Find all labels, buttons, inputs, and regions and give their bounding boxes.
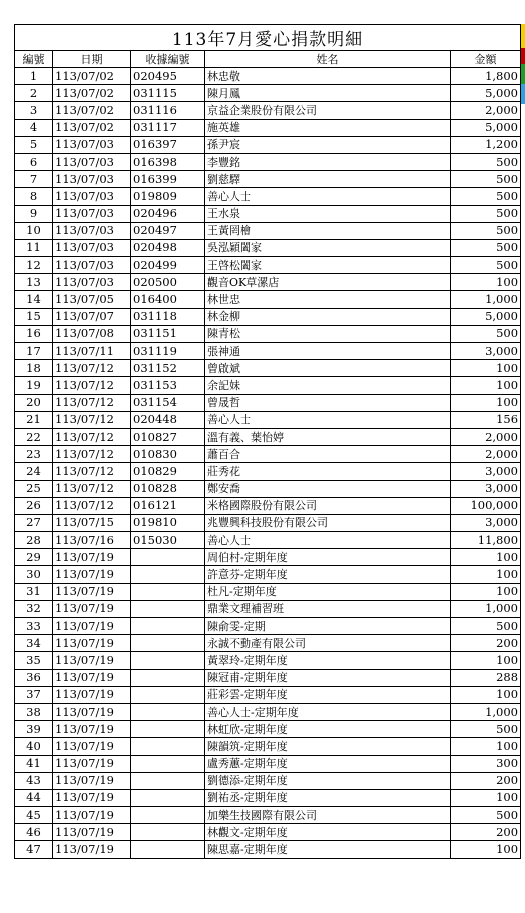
row-date-cell: 113/07/19 [53, 566, 131, 583]
row-number-cell: 8 [15, 188, 53, 205]
row-date-cell: 113/07/19 [53, 686, 131, 703]
table-row [15, 394, 521, 411]
donation-sheet [14, 24, 520, 859]
table-row [15, 171, 521, 188]
table-title: 113年7月愛心捐款明細 [15, 25, 521, 51]
row-date-cell: 113/07/05 [53, 291, 131, 308]
row-date-cell: 113/07/07 [53, 308, 131, 325]
row-receipt-cell [131, 755, 205, 772]
row-name-cell: 盧秀蕙-定期年度 [205, 755, 451, 772]
table-row [15, 480, 521, 497]
row-amount-cell: 500 [451, 325, 521, 342]
row-amount-cell: 5,000 [451, 85, 521, 102]
row-amount-cell: 11,800 [451, 532, 521, 549]
row-date-cell: 113/07/19 [53, 738, 131, 755]
row-receipt-cell: 019810 [131, 514, 205, 531]
row-number-cell: 31 [15, 583, 53, 600]
row-name-cell: 劉祐丞-定期年度 [205, 789, 451, 806]
row-date-cell: 113/07/12 [53, 377, 131, 394]
row-name-cell: 林忠敬 [205, 68, 451, 85]
row-name-cell: 永誠不動產有限公司 [205, 635, 451, 652]
row-receipt-cell: 010827 [131, 428, 205, 445]
row-name-cell: 兆豐興科技股份有限公司 [205, 514, 451, 531]
row-name-cell: 陳青松 [205, 325, 451, 342]
row-amount-cell: 156 [451, 411, 521, 428]
table-row [15, 738, 521, 755]
table-row [15, 343, 521, 360]
row-receipt-cell: 016398 [131, 153, 205, 170]
row-receipt-cell: 031153 [131, 377, 205, 394]
table-row [15, 446, 521, 463]
row-amount-cell: 500 [451, 205, 521, 222]
row-amount-cell: 3,000 [451, 514, 521, 531]
table-row [15, 85, 521, 102]
row-number-cell: 41 [15, 755, 53, 772]
row-number-cell: 24 [15, 463, 53, 480]
donation-table [14, 24, 521, 859]
row-name-cell: 施英雄 [205, 119, 451, 136]
row-number-cell: 11 [15, 239, 53, 256]
row-number-cell: 38 [15, 703, 53, 720]
row-name-cell: 劉慈驛 [205, 171, 451, 188]
row-number-cell: 5 [15, 136, 53, 153]
row-amount-cell: 100 [451, 583, 521, 600]
table-row [15, 514, 521, 531]
column-header-amount: 金額 [451, 51, 521, 68]
row-date-cell: 113/07/03 [53, 239, 131, 256]
row-amount-cell: 100 [451, 360, 521, 377]
table-row [15, 583, 521, 600]
row-date-cell: 113/07/03 [53, 274, 131, 291]
table-row [15, 308, 521, 325]
row-receipt-cell [131, 807, 205, 824]
row-number-cell: 44 [15, 789, 53, 806]
row-receipt-cell [131, 618, 205, 635]
row-amount-cell: 500 [451, 239, 521, 256]
table-row [15, 274, 521, 291]
row-receipt-cell: 020495 [131, 68, 205, 85]
row-receipt-cell: 020448 [131, 411, 205, 428]
row-name-cell: 周伯村-定期年度 [205, 549, 451, 566]
row-amount-cell: 500 [451, 257, 521, 274]
row-date-cell: 113/07/03 [53, 136, 131, 153]
row-name-cell: 孫尹宸 [205, 136, 451, 153]
row-receipt-cell [131, 703, 205, 720]
row-amount-cell: 5,000 [451, 119, 521, 136]
row-number-cell: 15 [15, 308, 53, 325]
row-amount-cell: 1,200 [451, 136, 521, 153]
row-date-cell: 113/07/03 [53, 188, 131, 205]
row-receipt-cell: 031118 [131, 308, 205, 325]
row-number-cell: 17 [15, 343, 53, 360]
column-header-no: 編號 [15, 51, 53, 68]
row-amount-cell: 1,800 [451, 68, 521, 85]
row-amount-cell: 2,000 [451, 102, 521, 119]
row-date-cell: 113/07/19 [53, 807, 131, 824]
row-receipt-cell [131, 686, 205, 703]
table-row [15, 532, 521, 549]
row-receipt-cell: 016400 [131, 291, 205, 308]
row-name-cell: 林世忠 [205, 291, 451, 308]
row-name-cell: 善心人士 [205, 188, 451, 205]
row-name-cell: 王啓松闔家 [205, 257, 451, 274]
table-row [15, 686, 521, 703]
row-name-cell: 曾啟斌 [205, 360, 451, 377]
row-name-cell: 林觀文-定期年度 [205, 824, 451, 841]
row-amount-cell: 500 [451, 222, 521, 239]
row-date-cell: 113/07/19 [53, 703, 131, 720]
row-amount-cell: 2,000 [451, 428, 521, 445]
table-row [15, 497, 521, 514]
row-amount-cell: 1,000 [451, 291, 521, 308]
row-date-cell: 113/07/19 [53, 635, 131, 652]
row-date-cell: 113/07/19 [53, 583, 131, 600]
row-number-cell: 20 [15, 394, 53, 411]
table-row [15, 635, 521, 652]
table-row [15, 102, 521, 119]
row-receipt-cell [131, 635, 205, 652]
table-row [15, 549, 521, 566]
table-row [15, 841, 521, 858]
row-name-cell: 劉德添-定期年度 [205, 772, 451, 789]
row-date-cell: 113/07/03 [53, 222, 131, 239]
row-date-cell: 113/07/03 [53, 171, 131, 188]
row-date-cell: 113/07/19 [53, 721, 131, 738]
row-number-cell: 19 [15, 377, 53, 394]
row-number-cell: 21 [15, 411, 53, 428]
row-amount-cell: 100 [451, 394, 521, 411]
row-number-cell: 37 [15, 686, 53, 703]
row-name-cell: 林虹欣-定期年度 [205, 721, 451, 738]
row-name-cell: 林金柳 [205, 308, 451, 325]
row-name-cell: 觀音OK草漯店 [205, 274, 451, 291]
row-date-cell: 113/07/02 [53, 102, 131, 119]
row-receipt-cell: 020496 [131, 205, 205, 222]
row-date-cell: 113/07/19 [53, 841, 131, 858]
row-date-cell: 113/07/03 [53, 153, 131, 170]
row-receipt-cell [131, 600, 205, 617]
row-number-cell: 45 [15, 807, 53, 824]
row-amount-cell: 3,000 [451, 463, 521, 480]
row-amount-cell: 500 [451, 171, 521, 188]
row-receipt-cell [131, 583, 205, 600]
row-name-cell: 陳俞雯-定期 [205, 618, 451, 635]
table-row [15, 824, 521, 841]
row-number-cell: 9 [15, 205, 53, 222]
row-number-cell: 28 [15, 532, 53, 549]
row-date-cell: 113/07/08 [53, 325, 131, 342]
table-row [15, 566, 521, 583]
row-receipt-cell: 015030 [131, 532, 205, 549]
row-amount-cell: 200 [451, 772, 521, 789]
row-receipt-cell: 020498 [131, 239, 205, 256]
row-number-cell: 16 [15, 325, 53, 342]
row-receipt-cell [131, 772, 205, 789]
table-row [15, 411, 521, 428]
table-row [15, 807, 521, 824]
row-date-cell: 113/07/19 [53, 600, 131, 617]
row-number-cell: 4 [15, 119, 53, 136]
row-name-cell: 許意芬-定期年度 [205, 566, 451, 583]
row-receipt-cell [131, 841, 205, 858]
row-date-cell: 113/07/19 [53, 669, 131, 686]
row-receipt-cell: 010830 [131, 446, 205, 463]
row-receipt-cell: 031119 [131, 343, 205, 360]
row-date-cell: 113/07/12 [53, 394, 131, 411]
row-date-cell: 113/07/12 [53, 360, 131, 377]
row-number-cell: 46 [15, 824, 53, 841]
row-amount-cell: 100 [451, 566, 521, 583]
row-number-cell: 43 [15, 772, 53, 789]
table-row [15, 428, 521, 445]
row-receipt-cell: 031115 [131, 85, 205, 102]
column-header-name: 姓名 [205, 51, 451, 68]
row-date-cell: 113/07/12 [53, 497, 131, 514]
row-amount-cell: 300 [451, 755, 521, 772]
row-amount-cell: 100 [451, 686, 521, 703]
row-amount-cell: 500 [451, 188, 521, 205]
row-number-cell: 47 [15, 841, 53, 858]
row-amount-cell: 2,000 [451, 446, 521, 463]
row-date-cell: 113/07/03 [53, 257, 131, 274]
row-number-cell: 1 [15, 68, 53, 85]
row-date-cell: 113/07/19 [53, 549, 131, 566]
table-row [15, 755, 521, 772]
row-name-cell: 陳月鳳 [205, 85, 451, 102]
table-row [15, 205, 521, 222]
row-amount-cell: 3,000 [451, 343, 521, 360]
row-number-cell: 12 [15, 257, 53, 274]
row-number-cell: 13 [15, 274, 53, 291]
row-receipt-cell [131, 738, 205, 755]
row-name-cell: 莊彩雲-定期年度 [205, 686, 451, 703]
table-row [15, 772, 521, 789]
row-date-cell: 113/07/12 [53, 463, 131, 480]
table-row [15, 136, 521, 153]
table-row [15, 600, 521, 617]
row-amount-cell: 500 [451, 807, 521, 824]
row-amount-cell: 200 [451, 824, 521, 841]
table-row [15, 325, 521, 342]
row-receipt-cell: 020500 [131, 274, 205, 291]
row-receipt-cell: 010829 [131, 463, 205, 480]
row-receipt-cell: 019809 [131, 188, 205, 205]
row-number-cell: 22 [15, 428, 53, 445]
row-number-cell: 27 [15, 514, 53, 531]
column-header-receipt: 收據編號 [131, 51, 205, 68]
row-receipt-cell [131, 549, 205, 566]
row-name-cell: 黃翠玲-定期年度 [205, 652, 451, 669]
row-amount-cell: 500 [451, 153, 521, 170]
row-name-cell: 鄭安喬 [205, 480, 451, 497]
row-amount-cell: 100 [451, 841, 521, 858]
row-name-cell: 余記妹 [205, 377, 451, 394]
row-receipt-cell [131, 669, 205, 686]
row-receipt-cell: 016121 [131, 497, 205, 514]
row-amount-cell: 100 [451, 549, 521, 566]
table-row [15, 360, 521, 377]
row-number-cell: 40 [15, 738, 53, 755]
row-number-cell: 23 [15, 446, 53, 463]
row-date-cell: 113/07/19 [53, 772, 131, 789]
row-date-cell: 113/07/02 [53, 85, 131, 102]
row-amount-cell: 100 [451, 274, 521, 291]
row-receipt-cell: 031151 [131, 325, 205, 342]
row-date-cell: 113/07/16 [53, 532, 131, 549]
row-number-cell: 33 [15, 618, 53, 635]
row-amount-cell: 100 [451, 377, 521, 394]
row-name-cell: 善心人士 [205, 411, 451, 428]
row-amount-cell: 3,000 [451, 480, 521, 497]
table-row [15, 291, 521, 308]
table-row [15, 652, 521, 669]
row-receipt-cell [131, 789, 205, 806]
row-name-cell: 溫有義、葉怡婷 [205, 428, 451, 445]
row-amount-cell: 1,000 [451, 703, 521, 720]
row-receipt-cell: 016397 [131, 136, 205, 153]
row-receipt-cell: 031116 [131, 102, 205, 119]
row-amount-cell: 500 [451, 618, 521, 635]
row-number-cell: 39 [15, 721, 53, 738]
row-receipt-cell: 031154 [131, 394, 205, 411]
row-name-cell: 米格國際股份有限公司 [205, 497, 451, 514]
row-receipt-cell [131, 824, 205, 841]
row-number-cell: 2 [15, 85, 53, 102]
row-name-cell: 曾晟哲 [205, 394, 451, 411]
row-date-cell: 113/07/03 [53, 205, 131, 222]
table-row [15, 669, 521, 686]
row-receipt-cell: 031152 [131, 360, 205, 377]
row-number-cell: 3 [15, 102, 53, 119]
row-name-cell: 王水泉 [205, 205, 451, 222]
row-number-cell: 14 [15, 291, 53, 308]
row-date-cell: 113/07/02 [53, 119, 131, 136]
row-date-cell: 113/07/12 [53, 480, 131, 497]
row-date-cell: 113/07/12 [53, 411, 131, 428]
row-name-cell: 陳思嘉-定期年度 [205, 841, 451, 858]
row-receipt-cell: 010828 [131, 480, 205, 497]
row-amount-cell: 100,000 [451, 497, 521, 514]
row-number-cell: 36 [15, 669, 53, 686]
row-number-cell: 18 [15, 360, 53, 377]
table-row [15, 257, 521, 274]
row-name-cell: 吳泓穎闔家 [205, 239, 451, 256]
table-row [15, 721, 521, 738]
table-row [15, 789, 521, 806]
row-name-cell: 鼎業文理補習班 [205, 600, 451, 617]
row-name-cell: 李豐銘 [205, 153, 451, 170]
row-name-cell: 陳冠甫-定期年度 [205, 669, 451, 686]
row-name-cell: 京益企業股份有限公司 [205, 102, 451, 119]
row-name-cell: 善心人士 [205, 532, 451, 549]
row-number-cell: 26 [15, 497, 53, 514]
table-row [15, 239, 521, 256]
row-date-cell: 113/07/02 [53, 68, 131, 85]
row-amount-cell: 100 [451, 789, 521, 806]
row-name-cell: 王黃罔檜 [205, 222, 451, 239]
row-number-cell: 7 [15, 171, 53, 188]
row-receipt-cell [131, 652, 205, 669]
table-row [15, 222, 521, 239]
row-number-cell: 25 [15, 480, 53, 497]
table-row [15, 463, 521, 480]
row-receipt-cell: 031117 [131, 119, 205, 136]
row-name-cell: 杜凡-定期年度 [205, 583, 451, 600]
row-date-cell: 113/07/19 [53, 789, 131, 806]
row-amount-cell: 288 [451, 669, 521, 686]
row-name-cell: 張神通 [205, 343, 451, 360]
row-amount-cell: 100 [451, 652, 521, 669]
row-date-cell: 113/07/11 [53, 343, 131, 360]
row-date-cell: 113/07/12 [53, 428, 131, 445]
row-number-cell: 6 [15, 153, 53, 170]
row-amount-cell: 500 [451, 721, 521, 738]
row-receipt-cell [131, 721, 205, 738]
table-row [15, 377, 521, 394]
row-name-cell: 陳韻筑-定期年度 [205, 738, 451, 755]
row-amount-cell: 200 [451, 635, 521, 652]
row-receipt-cell: 020499 [131, 257, 205, 274]
table-row [15, 153, 521, 170]
table-row [15, 618, 521, 635]
row-number-cell: 10 [15, 222, 53, 239]
row-number-cell: 34 [15, 635, 53, 652]
row-number-cell: 30 [15, 566, 53, 583]
table-body [15, 68, 521, 859]
column-header-date: 日期 [53, 51, 131, 68]
table-row [15, 68, 521, 85]
row-receipt-cell: 020497 [131, 222, 205, 239]
row-number-cell: 29 [15, 549, 53, 566]
table-row [15, 119, 521, 136]
row-amount-cell: 1,000 [451, 600, 521, 617]
row-date-cell: 113/07/19 [53, 652, 131, 669]
row-date-cell: 113/07/19 [53, 618, 131, 635]
row-name-cell: 蕭百合 [205, 446, 451, 463]
row-number-cell: 32 [15, 600, 53, 617]
row-date-cell: 113/07/12 [53, 446, 131, 463]
row-date-cell: 113/07/15 [53, 514, 131, 531]
table-row [15, 703, 521, 720]
row-name-cell: 加樂生技國際有限公司 [205, 807, 451, 824]
row-amount-cell: 5,000 [451, 308, 521, 325]
table-row [15, 188, 521, 205]
row-name-cell: 莊秀花 [205, 463, 451, 480]
row-receipt-cell: 016399 [131, 171, 205, 188]
row-date-cell: 113/07/19 [53, 824, 131, 841]
row-name-cell: 善心人士-定期年度 [205, 703, 451, 720]
row-date-cell: 113/07/19 [53, 755, 131, 772]
row-receipt-cell [131, 566, 205, 583]
row-number-cell: 35 [15, 652, 53, 669]
row-amount-cell: 100 [451, 738, 521, 755]
